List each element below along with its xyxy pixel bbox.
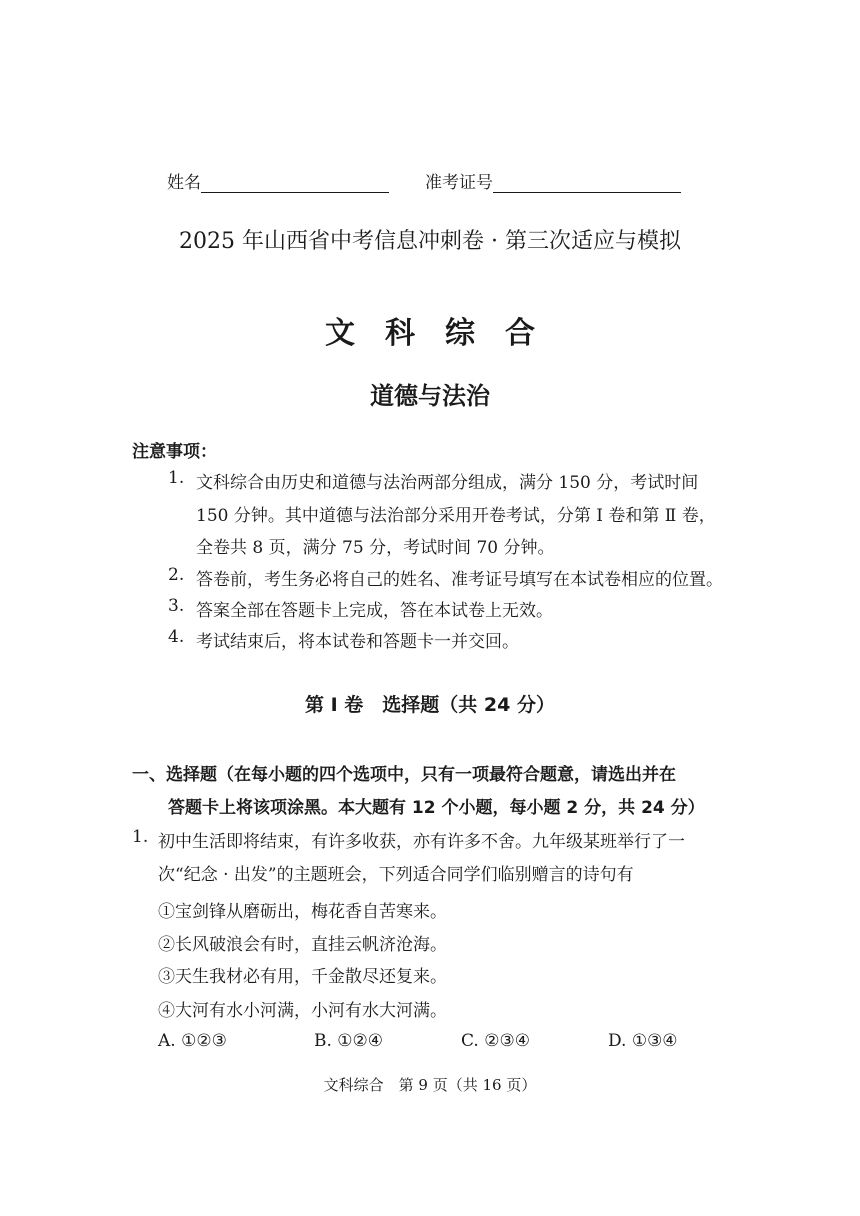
question-1-option-a: A. ①②③ — [158, 1031, 227, 1051]
question-1-option-c: C. ②③④ — [461, 1031, 530, 1051]
notice-item-1-num: 1. — [168, 468, 185, 488]
notice-item-2-line: 答卷前，考生务必将自己的姓名、准考证号填写在本试卷相应的位置。 — [196, 570, 723, 590]
exam-title: 2025 年山西省中考信息冲刺卷 · 第三次适应与模拟 — [179, 229, 681, 254]
notice-heading: 注意事项： — [132, 442, 217, 462]
notice-item-3-num: 3. — [168, 596, 185, 616]
name-label: 姓名 — [167, 173, 201, 193]
section-one-line2: 答题卡上将该项涂黑。本大题有 12 个小题，每小题 2 分，共 24 分） — [168, 798, 705, 818]
page-footer: 文科综合 第 9 页（共 16 页） — [323, 1076, 537, 1094]
notice-item-1-line: 全卷共 8 页，满分 75 分，考试时间 70 分钟。 — [196, 538, 555, 558]
exam-id-field — [425, 168, 681, 193]
section-one-line1: 一、选择题（在每小题的四个选项中，只有一项最符合题意，请选出并在 — [132, 765, 676, 785]
question-1-stem-line1: 初中生活即将结束，有许多收获，亦有许多不舍。九年级某班举行了一 — [158, 832, 685, 852]
exam-id-label: 准考证号 — [425, 173, 493, 193]
notice-item-4-num: 4. — [168, 627, 185, 647]
question-1-option-b: B. ①②④ — [314, 1031, 384, 1051]
notice-item-2-num: 2. — [168, 565, 185, 585]
name-blank-line — [201, 174, 389, 193]
question-1-option-d: D. ①③④ — [608, 1031, 678, 1051]
part-title: 第 Ⅰ 卷 选择题（共 24 分） — [305, 694, 555, 716]
notice-item-4-line: 考试结束后，将本试卷和答题卡一并交回。 — [196, 632, 519, 652]
question-1-statement: ③天生我材必有用，千金散尽还复来。 — [158, 967, 447, 987]
question-1-number: 1. — [132, 827, 149, 847]
name-field — [167, 168, 389, 193]
question-1-statement: ①宝剑锋从磨砺出，梅花香自苦寒来。 — [158, 902, 447, 922]
notice-item-1-line: 150 分钟。其中道德与法治部分采用开卷考试，分第 Ⅰ 卷和第 Ⅱ 卷， — [196, 506, 716, 526]
question-1-statement: ④大河有水小河满，小河有水大河满。 — [158, 1001, 447, 1021]
notice-item-1-line: 文科综合由历史和道德与法治两部分组成，满分 150 分，考试时间 — [196, 473, 699, 493]
exam-id-blank-line — [493, 174, 681, 193]
section-title: 道德与法治 — [370, 382, 490, 410]
notice-item-3-line: 答案全部在答题卡上完成，答在本试卷上无效。 — [196, 601, 553, 621]
question-1-stem-line2: 次“纪念 · 出发”的主题班会，下列适合同学们临别赠言的诗句有 — [158, 865, 634, 885]
question-1-statement: ②长风破浪会有时，直挂云帆济沧海。 — [158, 935, 447, 955]
subject-title: 文 科 综 合 — [325, 316, 535, 351]
